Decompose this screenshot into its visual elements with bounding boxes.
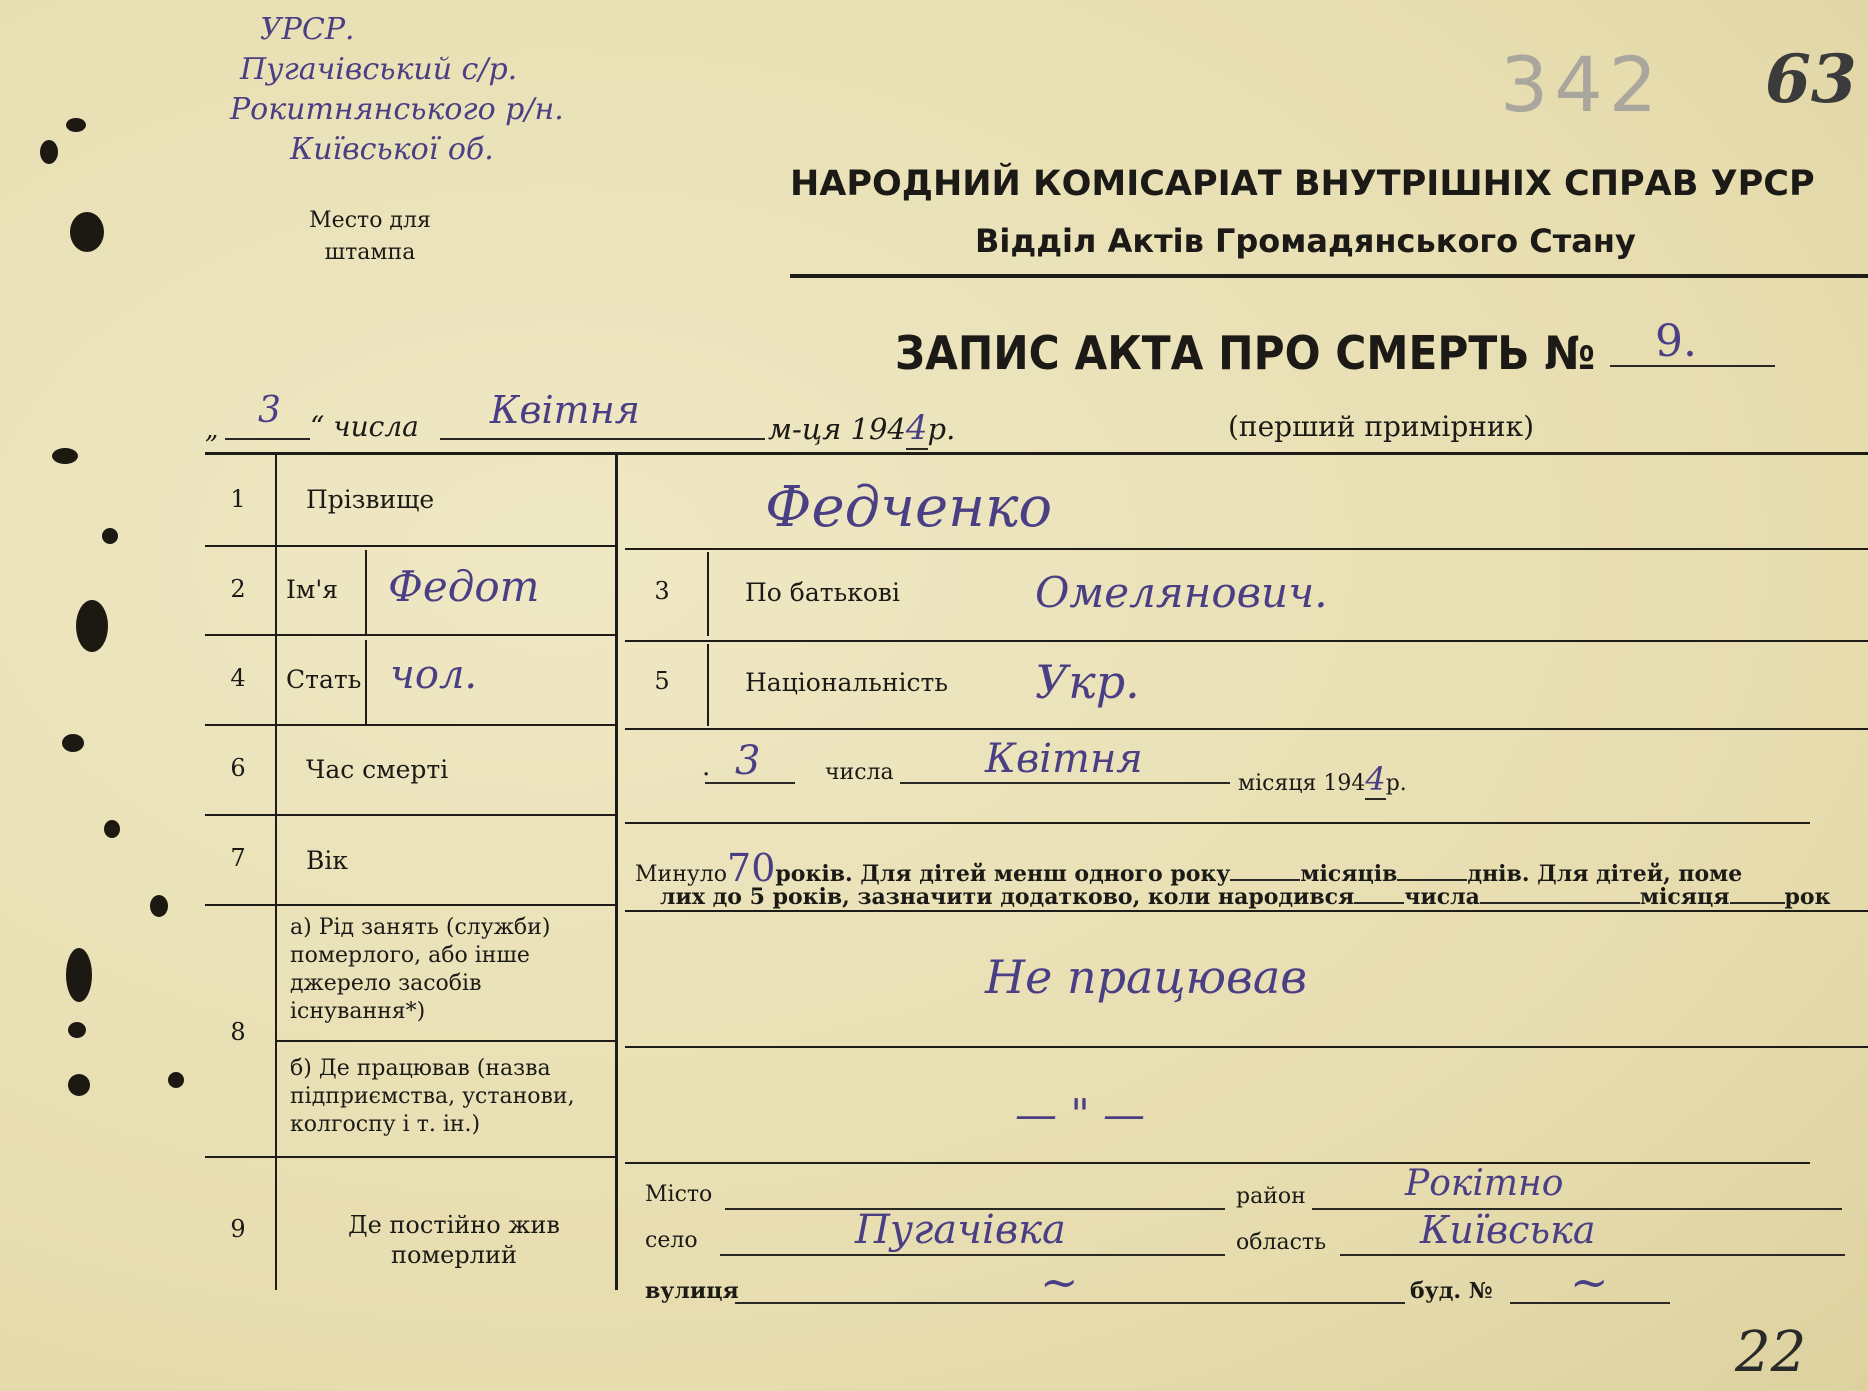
punch-hole: [76, 600, 108, 652]
field-7-prefix: Минуло: [635, 862, 728, 887]
field-9-city-label: Місто: [645, 1182, 713, 1207]
field-6-year-suffix: р.: [1385, 771, 1407, 796]
page-mark: 22: [1735, 1320, 1807, 1385]
punch-hole: [150, 895, 168, 917]
stamp-line-3: Рокитнянського р/н.: [230, 92, 564, 127]
field-6-day-line: [705, 782, 795, 784]
field-9-district-value: Рокітно: [1405, 1163, 1564, 1204]
row-rule: [625, 548, 1868, 550]
field-9-region-value: Київська: [1420, 1208, 1596, 1252]
date-year-suffix: р.: [927, 412, 956, 446]
field-1-value: Федченко: [765, 475, 1053, 540]
date-day-line: [225, 438, 310, 440]
date-month: Квітня: [490, 388, 640, 432]
field-7-number: 7: [230, 844, 246, 872]
date-year-digit: 4: [905, 408, 928, 448]
date-month-line: [440, 438, 765, 440]
field-7-rest: років. Для дітей менш одного року: [775, 861, 1231, 887]
field-9-district-label: район: [1236, 1184, 1306, 1209]
punch-hole: [62, 734, 84, 752]
field-3-label: По батькові: [745, 578, 900, 607]
table-col-rule-2: [615, 455, 618, 1290]
field-3-number: 3: [654, 577, 670, 605]
cell-rule: [365, 550, 367, 634]
field-6-day: 3: [735, 738, 761, 784]
field-8b-value: — " —: [1015, 1090, 1146, 1139]
date-month-label: [768, 408, 955, 448]
row-rule: [205, 904, 615, 906]
field-1-number: 1: [230, 485, 246, 513]
row-rule: [205, 1156, 615, 1158]
field-6-year-prefix: місяця 194: [1238, 771, 1366, 796]
field-7-month-label: місяця: [1639, 884, 1730, 910]
stamp-handwritten: [230, 10, 670, 170]
field-7-line-2: [660, 884, 1868, 910]
field-9-village-value: Пугачівка: [855, 1207, 1066, 1253]
header-subtitle: Відділ Актів Громадянського Стану: [975, 222, 1636, 260]
field-9-label: Де постійно жив померлий: [348, 1211, 560, 1269]
header-title: НАРОДНИЙ КОМІСАРІАТ ВНУТРІШНІХ СПРАВ УРСР: [790, 164, 1815, 204]
record-number: 9.: [1655, 316, 1697, 367]
field-8-number: 8: [230, 1018, 246, 1046]
field-6-year-digit: 4: [1365, 760, 1386, 798]
cell-rule: [707, 644, 709, 726]
stamp-place-label: [290, 205, 450, 269]
field-4-value: чол.: [390, 652, 478, 698]
date-day: 3: [258, 390, 281, 431]
row-rule: [625, 1046, 1868, 1048]
copy-label: (перший примірник): [1228, 410, 1534, 443]
row-rule: [205, 634, 615, 636]
cell-rule: [707, 552, 709, 636]
field-6-day-label: числа: [825, 760, 894, 785]
punch-hole: [102, 528, 118, 544]
field-7-num-label: числа: [1404, 884, 1480, 910]
punch-hole: [168, 1072, 184, 1088]
date-day-label-text: числа: [333, 410, 419, 443]
table-col-rule-1: [275, 455, 277, 1290]
punch-hole: [68, 1074, 90, 1096]
field-9-street-value: ~: [1040, 1255, 1079, 1309]
row-rule: [205, 814, 615, 816]
field-7-days-label: днів. Для дітей, поме: [1467, 861, 1743, 887]
punch-hole: [68, 1022, 86, 1038]
field-9-village-line: [720, 1254, 1225, 1256]
field-6-year: [1238, 760, 1407, 798]
archive-number: 342: [1500, 40, 1664, 129]
field-6-month-line: [900, 782, 1230, 784]
field-4-number: 4: [230, 664, 246, 692]
field-5-value: Укр.: [1035, 655, 1140, 709]
stamp-place-label-2: штампа: [324, 240, 416, 265]
sheet-number: 63: [1765, 40, 1857, 118]
punch-hole: [40, 140, 58, 164]
punch-hole: [66, 118, 86, 132]
row-rule: [275, 1040, 615, 1042]
field-7-years: 70: [727, 846, 776, 890]
stamp-line-4: Київської об.: [290, 132, 494, 167]
stamp-line-2: Пугачівський с/р.: [240, 52, 518, 87]
field-6-label: Час смерті: [306, 755, 449, 784]
punch-hole: [70, 212, 104, 252]
date-day-label: “ числа: [310, 410, 419, 443]
field-7-label: Вік: [306, 846, 348, 875]
field-9-street-label: вулиця: [645, 1278, 739, 1304]
stamp-line-1: УРСР.: [260, 12, 355, 47]
punch-hole: [66, 948, 92, 1002]
field-7-blank-month: [1480, 902, 1640, 904]
punch-hole: [52, 448, 78, 464]
field-7-line-2-text: лих до 5 років, зазначити додатково, коли народився: [660, 884, 1355, 910]
field-9-house-value: ~: [1570, 1255, 1609, 1309]
field-7-blank-days: [1397, 879, 1467, 881]
row-rule: [205, 545, 615, 547]
field-2-number: 2: [230, 575, 246, 603]
field-8a-label: а) Рід занять (служби) померлого, або інше джерело засобів існування*): [290, 915, 551, 1024]
row-rule: [625, 910, 1868, 912]
field-9-region-label: область: [1236, 1230, 1327, 1255]
row-rule: [625, 640, 1868, 642]
table-top-rule: [205, 452, 1868, 455]
field-9-house-label: буд. №: [1410, 1278, 1493, 1304]
field-1-label: Прізвище: [306, 485, 435, 514]
field-5-number: 5: [654, 667, 670, 695]
date-quote-open: „: [205, 415, 219, 445]
field-7-blank-months: [1230, 879, 1300, 881]
row-rule: [625, 728, 1868, 730]
punch-hole: [104, 820, 120, 838]
field-2-value: Федот: [388, 562, 540, 611]
field-6-dot: .: [702, 752, 711, 782]
header-rule: [790, 274, 1868, 278]
field-6-number: 6: [230, 754, 246, 782]
field-8a-value: Не працював: [985, 950, 1308, 1004]
field-7-blank-num: [1354, 902, 1404, 904]
field-7-months-label: місяців: [1300, 861, 1398, 887]
field-8b-label: б) Де працював (назва підприємства, установи, колгоспу і т. ін.): [290, 1056, 575, 1137]
row-rule: [625, 822, 1810, 824]
record-number-line: [1610, 365, 1775, 367]
field-5-label: Національність: [745, 668, 948, 697]
stamp-place-label-1: Место для: [309, 208, 431, 233]
field-9-village-label: село: [645, 1228, 698, 1253]
date-year-prefix: м-ця 194: [768, 412, 906, 446]
field-7-blank-year: [1730, 902, 1785, 904]
field-2-label: Ім'я: [286, 575, 338, 604]
record-title: ЗАПИС АКТА ПРО СМЕРТЬ №: [895, 326, 1596, 380]
field-3-value: Омелянович.: [1035, 568, 1328, 617]
field-4-label: Стать: [286, 665, 362, 694]
cell-rule: [365, 640, 367, 724]
field-7-year-label: рок: [1784, 884, 1831, 910]
field-6-month: Квітня: [985, 736, 1143, 782]
field-9-number: 9: [230, 1215, 246, 1243]
row-rule: [205, 724, 615, 726]
row-rule: [625, 1162, 1810, 1164]
